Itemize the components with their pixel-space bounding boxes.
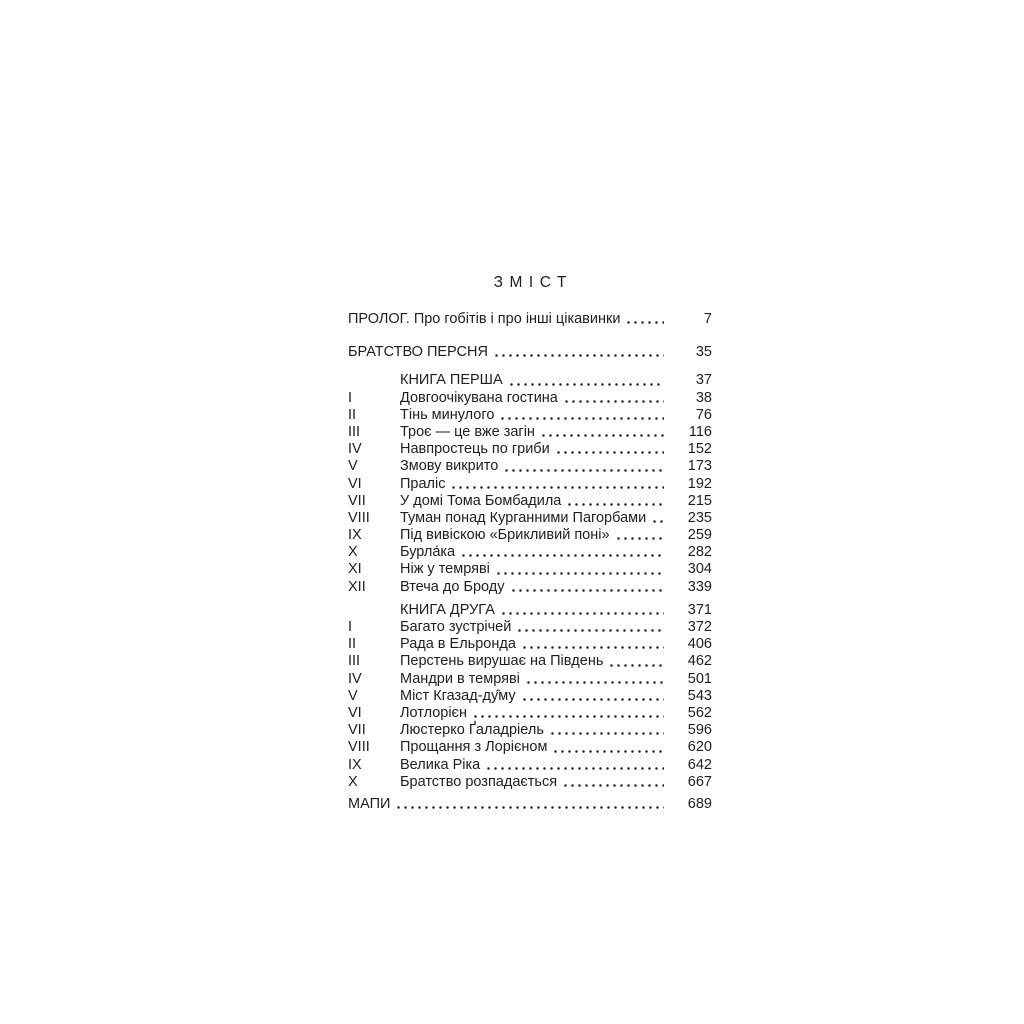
page-number: 667 <box>687 773 712 790</box>
dot-leader <box>649 510 664 527</box>
chapter-number: IV <box>348 441 362 458</box>
chapter-title: Довгоочікувана гостина <box>400 389 558 406</box>
chapter-number: VII <box>348 722 366 739</box>
page-number: 235 <box>687 509 712 526</box>
chapter-row <box>348 493 712 510</box>
page-number: 116 <box>688 423 712 440</box>
chapter-number: XII <box>348 578 366 595</box>
page-number: 37 <box>695 372 712 389</box>
toc-row-bratstvo <box>348 344 712 361</box>
chapter-title: Велика Ріка <box>400 756 481 773</box>
page-number: 689 <box>687 795 712 812</box>
dot-leader <box>553 441 664 458</box>
chapter-title: Рада в Ельронда <box>400 636 516 653</box>
chapter-row <box>348 476 712 493</box>
dot-leader <box>560 774 664 791</box>
chapter-title: Міст Кгазад-ду̂му <box>400 687 516 704</box>
chapter-number: VI <box>348 475 362 492</box>
entry-title: БРАТСТВО ПЕРСНЯ <box>348 344 488 361</box>
dot-leader <box>470 705 664 722</box>
chapter-title: Лотлорієн <box>400 704 467 721</box>
table-of-contents <box>348 274 712 813</box>
chapter-number: I <box>348 619 353 635</box>
chapter-row <box>348 619 712 636</box>
page-number: 596 <box>687 722 712 739</box>
chapter-number: X <box>348 544 358 561</box>
chapter-number: XI <box>348 561 362 578</box>
chapter-title: Під вивіскою «Брикливий поні» <box>400 527 610 544</box>
chapter-number: II <box>348 406 357 423</box>
page-number: 7 <box>703 311 712 327</box>
chapter-title: Прощання з Лорієном <box>400 739 548 756</box>
chapter-number: IX <box>348 527 362 544</box>
dot-leader <box>564 493 664 510</box>
page-number: 642 <box>687 756 712 773</box>
dot-leader <box>493 561 664 578</box>
toc-row-prolog <box>348 311 712 328</box>
chapter-title: Втеча до Броду <box>400 578 505 595</box>
chapter-title: Ніж у темряві <box>400 561 490 578</box>
page-number: 562 <box>687 704 712 721</box>
chapter-title: Бурла́ка <box>400 544 456 561</box>
chapter-row <box>348 579 712 596</box>
chapter-row <box>348 688 712 705</box>
dot-leader <box>523 671 664 688</box>
chapter-title: Праліс <box>400 475 446 492</box>
chapter-title: Багато зустрічей <box>400 619 512 635</box>
dot-leader <box>550 739 664 756</box>
page-number: 339 <box>687 578 712 595</box>
chapter-row <box>348 527 712 544</box>
dot-leader <box>393 796 664 813</box>
chapter-row <box>348 458 712 475</box>
dot-leader <box>514 619 664 636</box>
entry-title: ПРОЛОГ. Про гобітів і про інші цікавинки <box>348 311 621 327</box>
dot-leader <box>606 653 664 670</box>
dot-leader <box>458 544 664 561</box>
indent-spacer <box>348 602 400 619</box>
dot-leader <box>501 458 664 475</box>
dot-leader <box>547 722 664 739</box>
chapter-number: VII <box>348 492 366 509</box>
dot-leader <box>538 424 664 441</box>
dot-leader <box>508 579 665 596</box>
dot-leader <box>613 527 664 544</box>
book-header-row <box>348 372 712 389</box>
chapter-number: V <box>348 458 358 475</box>
chapter-title: Тінь минулого <box>400 406 495 423</box>
chapter-number: VIII <box>348 509 370 526</box>
dot-leader <box>519 688 664 705</box>
book-title: КНИГА ДРУГА <box>400 601 495 618</box>
page-title: ЗМІСТ <box>493 274 573 291</box>
chapter-number: X <box>348 773 358 790</box>
page-number: 620 <box>687 739 712 756</box>
dot-leader <box>497 407 664 424</box>
indent-spacer <box>348 372 400 389</box>
chapter-row <box>348 441 712 458</box>
chapter-row <box>348 636 712 653</box>
page-number: 173 <box>687 458 712 475</box>
dot-leader <box>483 757 664 774</box>
page-number: 406 <box>687 636 712 653</box>
chapter-row <box>348 757 712 774</box>
dot-leader <box>561 390 664 407</box>
page-number: 372 <box>687 619 712 635</box>
dot-leader <box>506 372 664 389</box>
entry-title: МАПИ <box>348 795 391 812</box>
chapter-row <box>348 407 712 424</box>
toc-row-maps <box>348 796 712 813</box>
chapter-row <box>348 561 712 578</box>
page-number: 371 <box>687 601 712 618</box>
chapter-title: Перстень вирушає на Південь <box>400 653 604 670</box>
chapter-row <box>348 722 712 739</box>
chapter-number: IX <box>348 756 362 773</box>
chapter-title: Змову викрито <box>400 458 499 475</box>
chapter-number: V <box>348 687 358 704</box>
chapter-row <box>348 705 712 722</box>
page-number: 259 <box>687 527 712 544</box>
page-number: 543 <box>687 687 712 704</box>
chapter-title: Братство розпадається <box>400 773 558 790</box>
chapter-row <box>348 390 712 407</box>
chapter-title: Люстерко Ґаладріель <box>400 722 544 739</box>
chapter-row <box>348 774 712 791</box>
chapter-title: Мандри в темряві <box>400 670 520 687</box>
chapter-number: III <box>348 653 361 670</box>
dot-leader <box>491 344 664 361</box>
chapter-number: VI <box>348 704 362 721</box>
page-number: 192 <box>687 475 712 492</box>
page-number: 304 <box>687 561 712 578</box>
dot-leader <box>519 636 664 653</box>
chapter-row <box>348 544 712 561</box>
page-number: 76 <box>695 406 712 423</box>
chapter-number: III <box>348 423 361 440</box>
page-number: 35 <box>695 344 712 361</box>
page-number: 501 <box>687 670 712 687</box>
dot-leader <box>448 476 664 493</box>
dot-leader <box>498 602 664 619</box>
chapter-row <box>348 653 712 670</box>
chapter-number: VIII <box>348 739 370 756</box>
chapter-number: II <box>348 636 357 653</box>
page-number: 462 <box>687 653 712 670</box>
chapter-row <box>348 739 712 756</box>
page-number: 38 <box>695 389 712 406</box>
book-header-row <box>348 602 712 619</box>
chapter-title: Туман понад Курганними Пагорбами <box>400 509 647 526</box>
chapter-row <box>348 510 712 527</box>
page-number: 152 <box>687 441 712 458</box>
chapter-row <box>348 671 712 688</box>
book-title: КНИГА ПЕРША <box>400 372 503 389</box>
dot-leader <box>623 311 664 328</box>
chapter-title: У домі Тома Бомбадила <box>400 492 562 509</box>
page-number: 215 <box>687 492 712 509</box>
chapter-number: IV <box>348 670 362 687</box>
page-number: 282 <box>687 544 712 561</box>
chapter-row <box>348 424 712 441</box>
chapter-number: I <box>348 389 353 406</box>
chapter-title: Троє — це вже загін <box>400 423 535 440</box>
chapter-title: Навпростець по гриби <box>400 441 550 458</box>
